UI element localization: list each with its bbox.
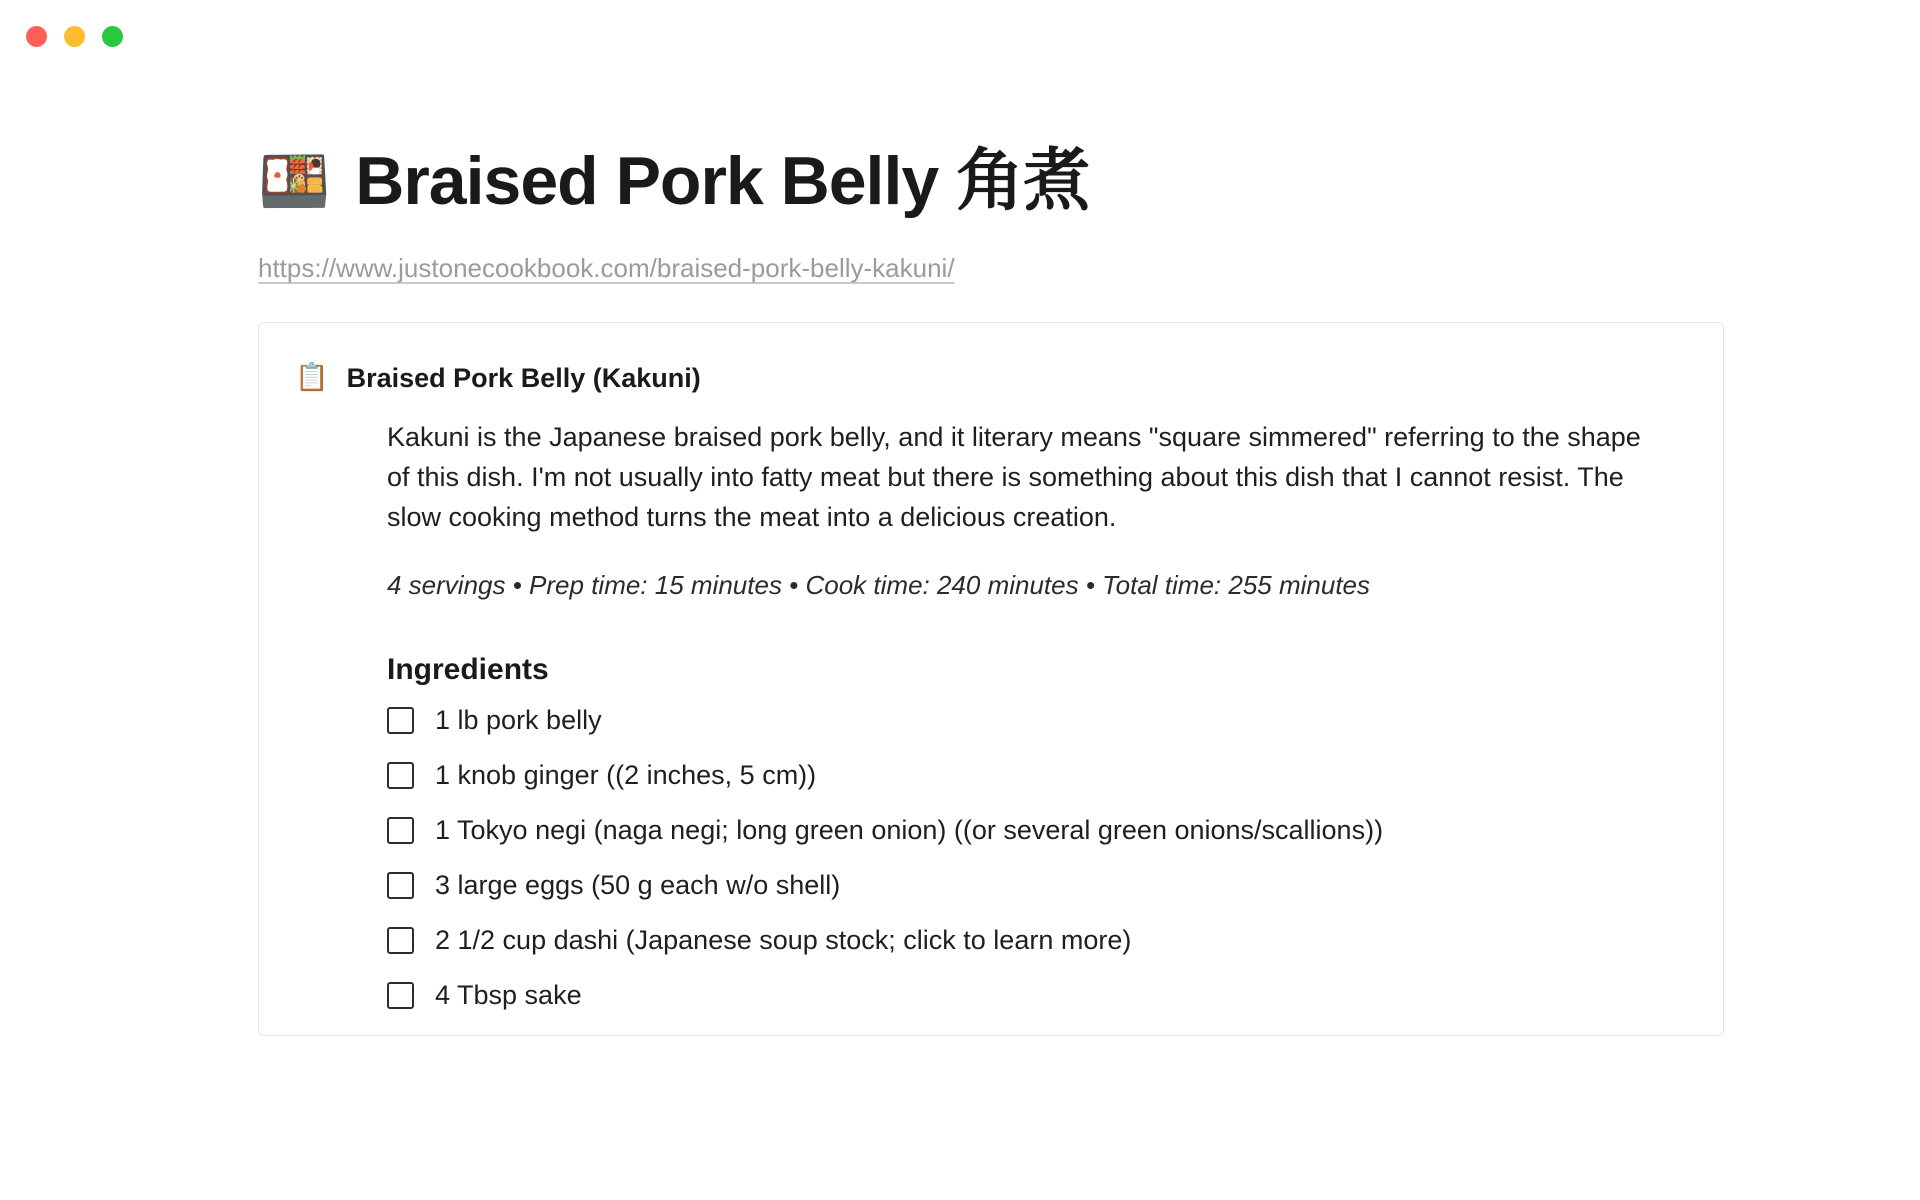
recipe-description: Kakuni is the Japanese braised pork belly, and it literary means "square simmered" referring to the shape of this dish. I'm not usually into fatty meat but there is something about this dish that I cannot resist. The slow cooking method turns the meat into a delicious creation. xyxy=(387,422,1641,533)
minimize-window-button[interactable] xyxy=(64,26,85,47)
bento-box-icon: 🍱 xyxy=(258,148,330,214)
ingredient-label: 4 Tbsp sake xyxy=(435,980,582,1011)
recipe-meta: 4 servings • Prep time: 15 minutes • Cook time: 240 minutes • Total time: 255 minutes xyxy=(387,570,1371,601)
ingredient-checkbox[interactable] xyxy=(387,927,414,954)
maximize-window-button[interactable] xyxy=(102,26,123,47)
list-item[interactable] xyxy=(387,870,1663,901)
ingredient-checkbox[interactable] xyxy=(387,817,414,844)
ingredient-checkbox[interactable] xyxy=(387,762,414,789)
ingredients-list xyxy=(387,705,1663,1011)
list-item[interactable] xyxy=(387,980,1663,1011)
ingredients-title: Ingredients xyxy=(387,653,549,687)
traffic-lights xyxy=(26,26,123,47)
ingredient-label: 1 lb pork belly xyxy=(435,705,602,736)
list-item[interactable] xyxy=(387,760,1663,791)
list-item[interactable] xyxy=(387,925,1663,956)
recipe-card-body xyxy=(295,418,1663,1011)
ingredient-checkbox[interactable] xyxy=(387,872,414,899)
ingredient-checkbox[interactable] xyxy=(387,707,414,734)
page-title xyxy=(258,143,1920,219)
page-title-text: Braised Pork Belly 角煮 xyxy=(355,143,1091,219)
recipe-card xyxy=(258,322,1724,1036)
ingredient-label: 2 1/2 cup dashi (Japanese soup stock; click to learn more) xyxy=(435,925,1132,956)
recipe-card-heading xyxy=(295,363,1663,394)
ingredient-label: 1 Tokyo negi (naga negi; long green onion) ((or several green onions/scallions)) xyxy=(435,815,1384,846)
ingredient-checkbox[interactable] xyxy=(387,982,414,1009)
list-item[interactable] xyxy=(387,705,1663,736)
source-url-link[interactable]: https://www.justonecookbook.com/braised-pork-belly-kakuni/ xyxy=(258,253,955,284)
recipe-card-heading-text: Braised Pork Belly (Kakuni) xyxy=(346,363,701,394)
document-page xyxy=(0,143,1920,1036)
close-window-button[interactable] xyxy=(26,26,47,47)
clipboard-icon: 📋 xyxy=(295,362,329,393)
ingredient-label: 1 knob ginger ((2 inches, 5 cm)) xyxy=(435,760,817,791)
window-titlebar xyxy=(0,0,1920,72)
list-item[interactable] xyxy=(387,815,1663,846)
ingredient-label: 3 large eggs (50 g each w/o shell) xyxy=(435,870,841,901)
